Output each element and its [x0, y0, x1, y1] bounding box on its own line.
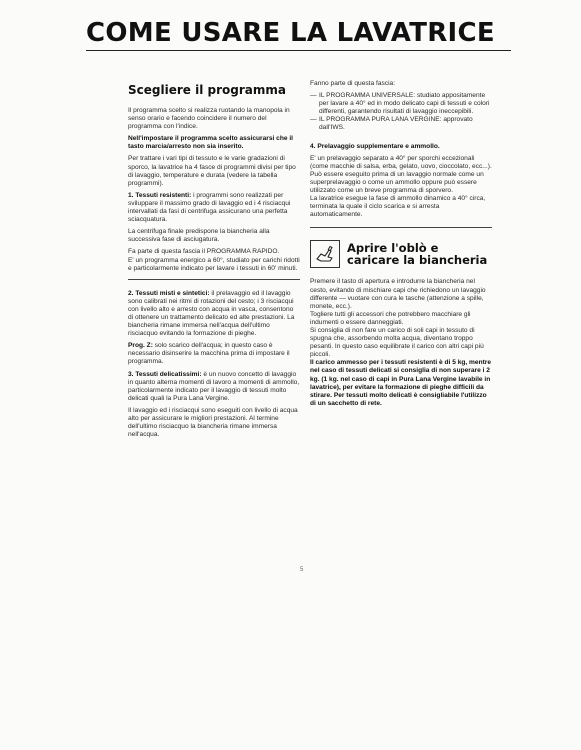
item-3 — [128, 371, 300, 403]
paragraph-types: Per trattare i vari tipi di tessuto e le varie gradazioni di sporco, la lavatrice ha 4 fasce di programmi divisi per tipo di lavaggio, temperature e durata (vedere la tabella programmi). — [128, 155, 296, 187]
paragraph-fascia-intro: Fanno parte di questa fascia: — [310, 80, 396, 87]
paragraph-open-2: Togliere tutti gli accessori che potrebbero macchiare gli indumenti o essere danneggiati. — [310, 310, 471, 326]
paragraph-intro: Il programma scelto si realizza ruotando la manopola in senso orario e facendo coincidere il numero del programma con l'indice. — [128, 107, 290, 131]
heading-oblo-line-2: caricare la biancheria — [347, 253, 488, 268]
title-divider — [86, 50, 511, 51]
paragraph-item-4-end: La lavatrice esegue la fase di ammollo dinamico a 40° circa, terminata la quale il ciclo scarica e si arresta automaticamente. — [310, 195, 486, 219]
prog-z-label: Prog. Z: — [128, 342, 153, 350]
heading-oblo-line-1: Aprire l'oblò e — [347, 240, 439, 255]
dash-1-bold: IL PROGRAMMA UNIVERSALE: — [319, 92, 416, 100]
prog-z — [128, 342, 300, 366]
paragraph-rapido: Fa parte di questa fascia il PROGRAMMA RAPIDO. — [128, 248, 280, 256]
prog-z-text: solo scarico dell'acqua; in questo caso è necessario disinserire la macchina prima di impostare il programma. — [128, 342, 290, 366]
item-2-text: il prelavaggio ed il lavaggio sono calibrati nei ritmi di rotazioni del cesto; i 3 risciacqui con livello alto e arresto con acqua in vasca, consentono di ottenere un trattamento delicato ed alte prestazioni. La biancheria rimane immersa nell'acqua dell'ultimo risciacquo evitando la formazione di pieghe. — [128, 289, 295, 338]
section-divider — [128, 279, 300, 280]
right-column — [310, 80, 492, 412]
paragraph-centrifuga: La centrifuga finale predispone la biancheria alla successiva fase di asciugatura. — [128, 228, 270, 244]
section-divider — [310, 227, 492, 228]
page-title: COME USARE LA LAVATRICE — [86, 18, 495, 48]
paragraph-warning: Nell'impostare il programma scelto assicurarsi che il tasto marcia/arresto non sia inserito. — [128, 135, 294, 151]
dash-2-text: approvato dall'IWS. — [319, 116, 473, 132]
dash-item-pura-lana: — IL PROGRAMMA PURA LANA VERGINE: approvato dall'IWS. — [310, 116, 473, 132]
section-heading-programma: Scegliere il programma — [128, 83, 286, 97]
left-column — [128, 84, 300, 443]
dash-2-bold: IL PROGRAMMA PURA LANA VERGINE: — [319, 116, 442, 124]
item-1-title: 1. Tessuti resistenti: — [128, 191, 192, 199]
paragraph-open-3: Si consiglia di non fare un carico di soli capi in tessuto di spugna che, assorbendo molta acqua, diventano troppo pesanti. In questo caso equilibrate il carico con altri capi più piccoli. — [310, 326, 484, 359]
item-2-title: 2. Tessuti misti e sintetici: — [128, 289, 210, 297]
item-1-text: i programmi sono realizzati per sviluppare il massimo grado di lavaggio ed i 4 risciacqui intervallati da fasi di centrifuga assicurano una perfetta sciacquatura. — [128, 191, 291, 224]
hand-icon — [310, 240, 340, 268]
paragraph-load-limits: Il carico ammesso per i tessuti resistenti è di 5 kg, mentre nel caso di tessuti delicati si consiglia di non superare i 2 kg. (1 kg. nel caso di capi in Pura Lana Vergine lavabile in lavatrice), per evitare la formazione di pieghe difficili da stirare. Per tessuti molto delicati è consigliabile l'utilizzo di un sacchetto di rete. — [310, 359, 492, 407]
dash-item-universale: — IL PROGRAMMA UNIVERSALE: studiato appositamente per lavare a 40° ed in modo delicato capi di tessuti e colori differenti, garantendo risultati di lavaggio ineccepibili. — [310, 92, 490, 116]
item-3-title: 3. Tessuti delicatissimi: — [128, 370, 202, 378]
paragraph-item-4: E' un prelavaggio separato a 40° per sporchi eccezionali (come macchie di salsa, erba, gelato, uovo, cioccolato, ecc...). — [310, 154, 492, 170]
item-2 — [128, 290, 300, 339]
page-number: 5 — [300, 567, 304, 573]
paragraph-item-4-more: Può essere eseguito prima di un lavaggio normale come un superprelavaggio o come un ammollo oppure può essere utilizzato come un breve programma di sporvero. — [310, 170, 484, 195]
paragraph-rapido-desc: E' un programma energico a 60°, studiato per carichi ridotti e particolarmente indicato per lavare i tessuti in 60' minuti. — [128, 256, 300, 272]
section-heading-oblo — [310, 240, 492, 268]
dash-1-text: studiato appositamente per lavare a 40° ed in modo delicato capi di tessuti e colori differenti, garantendo risultati di lavaggio ineccepibili. — [319, 92, 490, 116]
item-3-text: è un nuovo concetto di lavaggio in quanto alterna momenti di lavoro a momenti di ammollo, particolarmente indicato per il lavaggio di tessuti molto delicati quali la Pura Lana Vergine. — [128, 370, 300, 402]
item-1 — [128, 192, 300, 224]
paragraph-item-3-more: Il lavaggio ed i risciacqui sono eseguiti con livello di acqua alto per assicurare le migliori prestazioni. Al termine dell'ultimo risciacquo la biancheria rimane immersa nell'acqua. — [128, 406, 298, 439]
paragraph-open-1: Premere il tasto di apertura e introdurre la biancheria nel cesto, evitando di mischiare capi che richiedono un lavaggio differente — vuotare con cura le tasche (attenzione a spille, monete, ecc.). — [310, 278, 486, 310]
item-4-title: 4. Prelavaggio supplementare e ammollo. — [310, 142, 440, 150]
